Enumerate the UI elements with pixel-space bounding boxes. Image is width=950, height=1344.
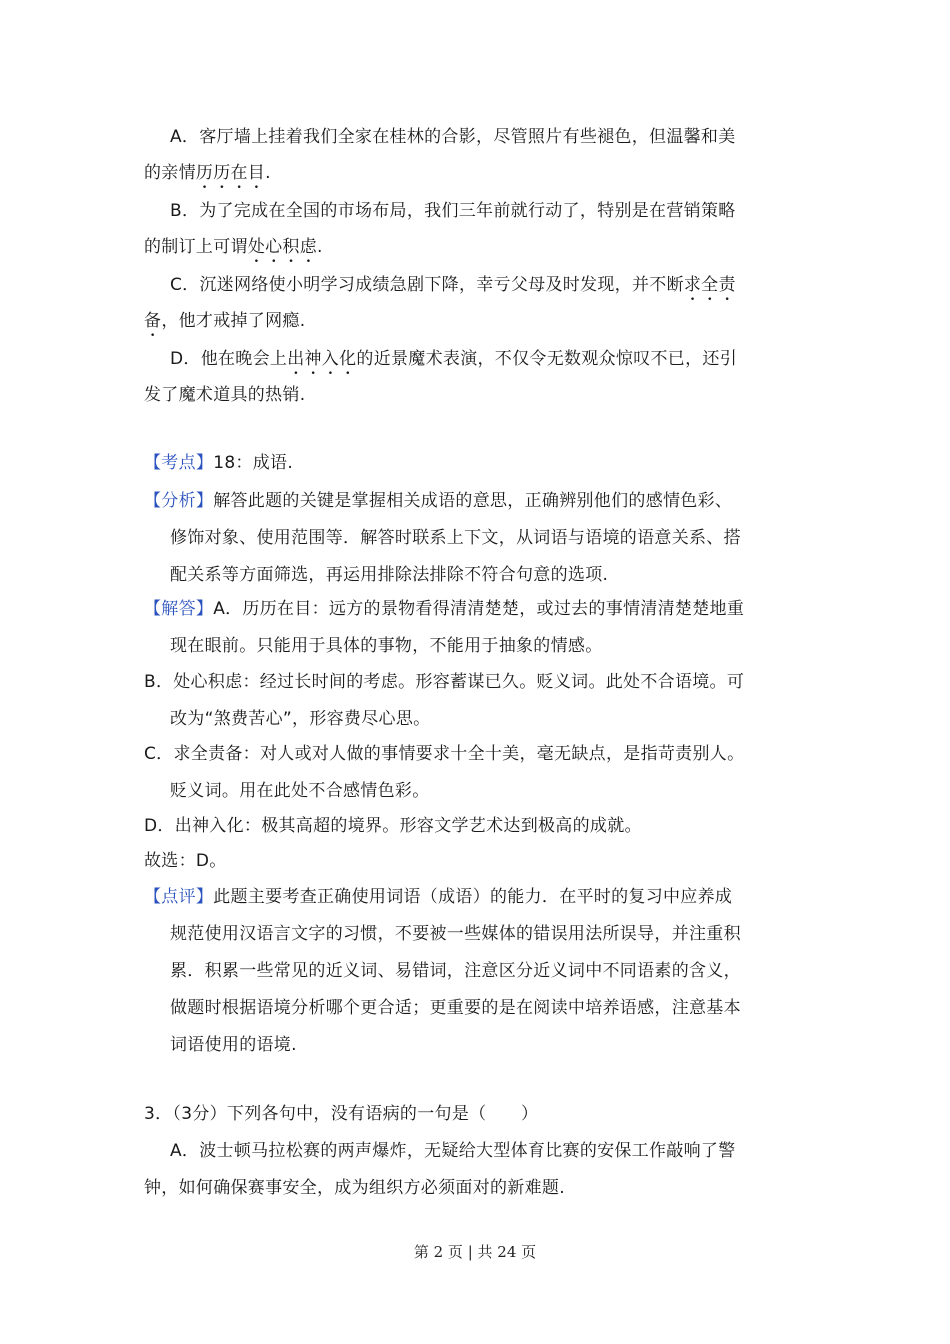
- kaodian-line: 【考点】18：成语.: [144, 453, 294, 473]
- emphasized-idiom: 求全责: [683, 275, 736, 295]
- q2-option-c-line2: 备，他才戒掉了网瘾.: [144, 311, 306, 331]
- jieda-line1: 【解答】A．历历在目：远方的景物看得清清楚楚，或过去的事情清清楚楚地重: [144, 599, 745, 619]
- fenxi-line2: 修饰对象、使用范围等．解答时联系上下文，从词语与语境的语意关系、搭: [170, 528, 741, 548]
- kaodian-tag: 【考点】: [144, 453, 214, 473]
- q3-stem: 3．（3分）下列各句中，没有语病的一句是（ ）: [144, 1104, 539, 1124]
- q2-option-b-line1: B．为了完成在全国的市场布局，我们三年前就行动了，特别是在营销策略: [170, 201, 736, 221]
- answer-line: 故选：D。: [144, 851, 227, 871]
- q2-option-a-line1: A．客厅墙上挂着我们全家在桂林的合影，尽管照片有些褪色，但温馨和美: [170, 127, 736, 147]
- fenxi-line3: 配关系等方面筛选，再运用排除法排除不符合句意的选项.: [170, 565, 609, 585]
- emphasized-idiom: 出神入化: [287, 349, 357, 369]
- dianping-tag: 【点评】: [144, 887, 214, 907]
- dianping-line2: 规范使用汉语言文字的习惯，不要被一些媒体的错误用法所误导，并注重积: [170, 924, 741, 944]
- q2-option-c-line1: C．沉迷网络使小明学习成绩急剧下降，幸亏父母及时发现，并不断求全责: [170, 275, 736, 295]
- page-footer: 第 2 页 | 共 24 页: [413, 1243, 537, 1261]
- emphasized-idiom: 处心积虑: [247, 237, 318, 257]
- q2-option-d-line1: D．他在晚会上出神入化的近景魔术表演，不仅令无数观众惊叹不已，还引: [170, 349, 738, 369]
- dianping-line5: 词语使用的语境.: [170, 1035, 297, 1055]
- jieda-c-line1: C．求全责备：对人或对人做的事情要求十全十美，毫无缺点，是指苛责别人。: [144, 744, 745, 764]
- jieda-b-line1: B．处心积虑：经过长时间的考虑。形容蓄谋已久。贬义词。此处不合语境。可: [144, 672, 745, 692]
- jieda-tag: 【解答】: [144, 599, 214, 619]
- dianping-line3: 累．积累一些常见的近义词、易错词，注意区分近义词中不同语素的含义，: [170, 961, 741, 981]
- jieda-c-line2: 贬义词。用在此处不合感情色彩。: [170, 781, 430, 801]
- jieda-b-line2: 改为“煞费苦心”，形容费尽心思。: [170, 709, 431, 729]
- dianping-line1: 【点评】此题主要考查正确使用词语（成语）的能力．在平时的复习中应养成: [144, 887, 733, 907]
- q2-option-a-line2: 的亲情历历在目.: [144, 163, 271, 183]
- q2-option-d-line2: 发了魔术道具的热销.: [144, 385, 306, 405]
- q2-option-b-line2: 的制订上可谓处心积虑.: [144, 237, 323, 257]
- fenxi-tag: 【分析】: [144, 491, 214, 511]
- dianping-line4: 做题时根据语境分析哪个更合适；更重要的是在阅读中培养语感，注意基本: [170, 998, 741, 1018]
- jieda-line2: 现在眼前。只能用于具体的事物，不能用于抽象的情感。: [170, 636, 603, 656]
- fenxi-line1: 【分析】解答此题的关键是掌握相关成语的意思，正确辨别他们的感情色彩、: [144, 491, 733, 511]
- jieda-d-line1: D．出神入化：极其高超的境界。形容文学艺术达到极高的成就。: [144, 816, 642, 836]
- emphasized-idiom: 历历在目: [195, 163, 266, 183]
- q3-option-a-line2: 钟，如何确保赛事安全，成为组织方必须面对的新难题.: [144, 1178, 565, 1198]
- emphasized-idiom: 备: [144, 311, 162, 331]
- q3-option-a-line1: A．波士顿马拉松赛的两声爆炸，无疑给大型体育比赛的安保工作敲响了警: [170, 1141, 736, 1161]
